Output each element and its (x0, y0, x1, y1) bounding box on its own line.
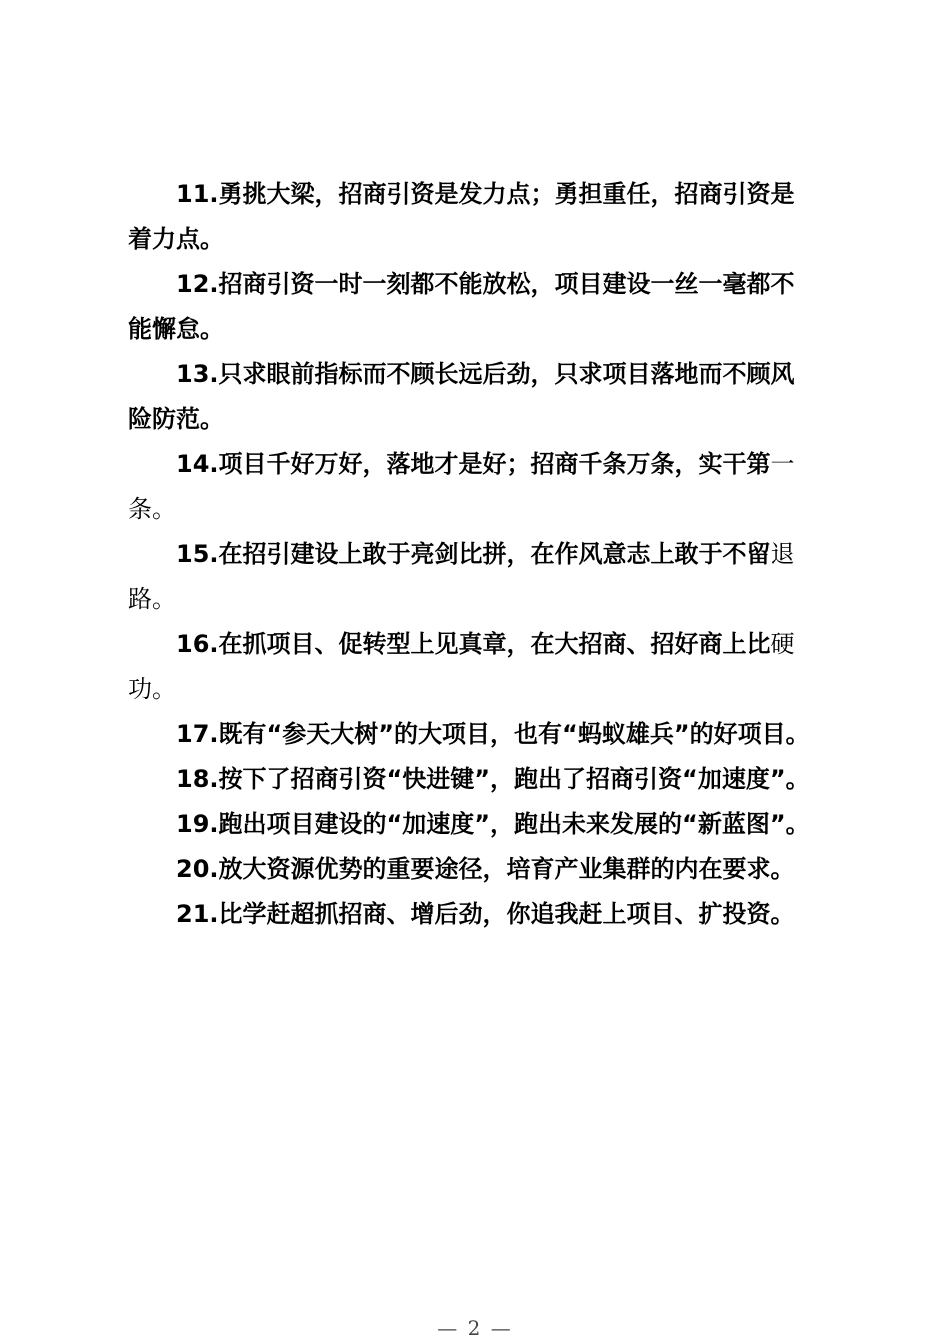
item-text-tail: 一条。 (128, 450, 795, 523)
list-item (128, 262, 818, 352)
item-text: 21.比学赶超抓招商、增后劲，你追我赶上项目、扩投资。 (176, 900, 795, 928)
item-text: 11.勇挑大梁，招商引资是发力点；勇担重任，招商引资是着力点。 (128, 180, 795, 253)
page-number: — 2 — (437, 1316, 513, 1340)
item-text: 12.招商引资一时一刻都不能放松，项目建设一丝一毫都不能懈怠。 (128, 270, 795, 343)
list-item (128, 622, 818, 712)
list-item (128, 802, 818, 847)
item-text-tail: 退路。 (128, 540, 795, 613)
list-item (128, 757, 818, 802)
list-item (128, 532, 818, 622)
list-item (128, 892, 818, 937)
item-text: 20.放大资源优势的重要途径，培育产业集群的内在要求。 (176, 855, 795, 883)
item-text: 13.只求眼前指标而不顾长远后劲，只求项目落地而不顾风险防范。 (128, 360, 795, 433)
item-text: 19.跑出项目建设的“加速度”，跑出未来发展的“新蓝图”。 (176, 810, 810, 838)
list-item (128, 847, 818, 892)
list-item (128, 442, 818, 532)
list-item (128, 172, 818, 262)
item-text-tail: 硬功。 (128, 630, 795, 703)
item-text: 16.在抓项目、促转型上见真章，在大招商、招好商上比 (176, 630, 771, 658)
item-text: 14.项目千好万好，落地才是好；招商千条万条，实干第 (176, 450, 771, 478)
item-text: 18.按下了招商引资“快进键”，跑出了招商引资“加速度”。 (176, 765, 810, 793)
list-item (128, 712, 818, 757)
item-text: 15.在招引建设上敢于亮剑比拼，在作风意志上敢于不留 (176, 540, 771, 568)
list-item (128, 352, 818, 442)
slogan-list (128, 172, 818, 937)
item-text: 17.既有“参天大树”的大项目，也有“蚂蚁雄兵”的好项目。 (176, 720, 810, 748)
